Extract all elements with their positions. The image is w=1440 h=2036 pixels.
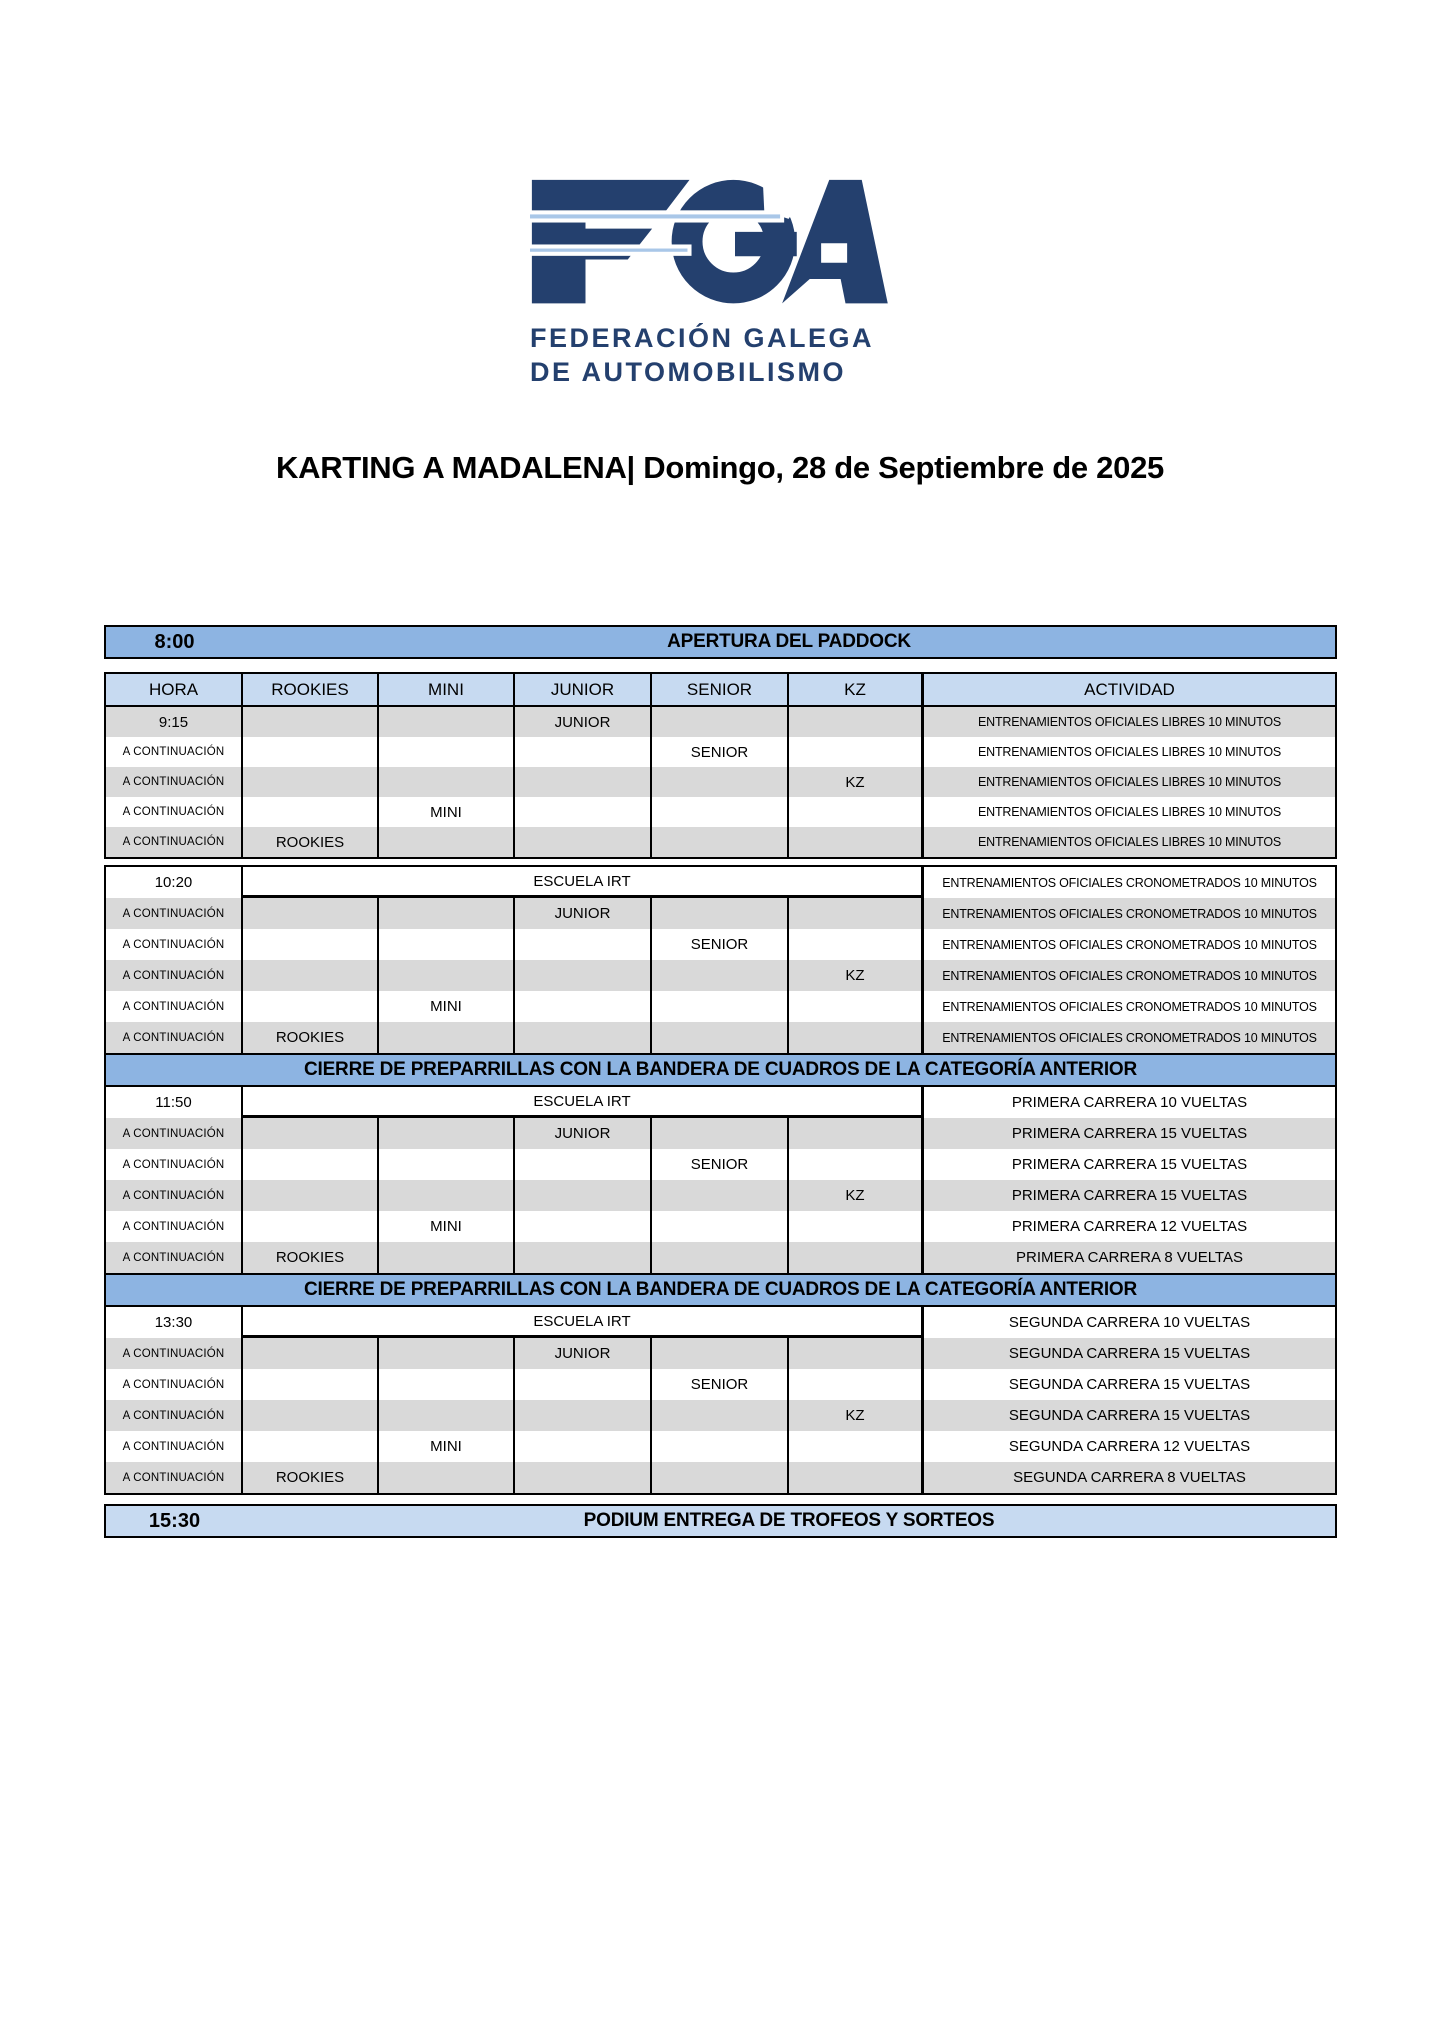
- cell-rookies: [243, 1118, 379, 1149]
- cell-junior: [515, 991, 652, 1022]
- schedule-row: [106, 991, 1335, 1022]
- schedule-row-merged: [106, 1307, 1335, 1338]
- cell-hora: 11:50: [106, 1087, 243, 1118]
- header-cell-rookies: ROOKIES: [243, 674, 379, 705]
- cell-mini: [379, 1242, 515, 1273]
- cell-actividad: ENTRENAMIENTOS OFICIALES CRONOMETRADOS 10 MINUTOS: [942, 937, 1317, 952]
- cell-actividad: PRIMERA CARRERA 10 VUELTAS: [1011, 1094, 1248, 1111]
- schedule-row: [106, 929, 1335, 960]
- cell-hora: A CONTINUACIÓN: [106, 1022, 243, 1053]
- cell-mini: [379, 1180, 515, 1211]
- cell-mini: [379, 1369, 515, 1400]
- cell-senior: [652, 767, 789, 797]
- cell-hora: A CONTINUACIÓN: [106, 737, 243, 767]
- banner-podium: [104, 1504, 1337, 1538]
- schedule-row: [106, 1149, 1335, 1180]
- cell-junior: [515, 1180, 652, 1211]
- banner-cierre-2: [104, 1273, 1337, 1307]
- cell-mini: [379, 1462, 515, 1493]
- cell-senior: [652, 797, 789, 827]
- cell-actividad: ENTRENAMIENTOS OFICIALES LIBRES 10 MINUTOS: [977, 745, 1281, 759]
- cell-kz: [789, 1242, 924, 1273]
- cell-hora: 13:30: [106, 1307, 243, 1338]
- cell-kz: [789, 991, 924, 1022]
- cell-escuela-irt: ESCUELA IRT: [243, 867, 924, 898]
- schedule-table-section-1: [104, 672, 1337, 859]
- cell-hora: A CONTINUACIÓN: [106, 960, 243, 991]
- banner-paddock: [104, 625, 1337, 659]
- schedule-row: [106, 898, 1335, 929]
- schedule-row: [106, 1431, 1335, 1462]
- cell-kz: [789, 1462, 924, 1493]
- cell-junior: [515, 1400, 652, 1431]
- cell-rookies: [243, 1211, 379, 1242]
- header-cell-kz: KZ: [789, 674, 924, 705]
- cell-senior: [652, 1338, 789, 1369]
- cell-kz: [789, 1211, 924, 1242]
- cell-mini: MINI: [379, 1211, 515, 1242]
- schedule-row: [106, 1400, 1335, 1431]
- schedule-row-merged: [106, 1087, 1335, 1118]
- cell-actividad: ENTRENAMIENTOS OFICIALES CRONOMETRADOS 10 MINUTOS: [942, 1030, 1317, 1045]
- cell-mini: MINI: [379, 991, 515, 1022]
- header-cell-senior: SENIOR: [652, 674, 789, 705]
- cell-rookies: [243, 1149, 379, 1180]
- cell-junior: JUNIOR: [515, 1118, 652, 1149]
- cell-actividad: ENTRENAMIENTOS OFICIALES CRONOMETRADOS 10 MINUTOS: [942, 968, 1317, 983]
- cell-rookies: [243, 737, 379, 767]
- cell-hora: A CONTINUACIÓN: [106, 767, 243, 797]
- header-cell-actividad: ACTIVIDAD: [1084, 679, 1175, 699]
- cell-actividad: PRIMERA CARRERA 15 VUELTAS: [1011, 1187, 1248, 1204]
- cell-rookies: ROOKIES: [243, 1022, 379, 1053]
- cell-rookies: ROOKIES: [243, 1242, 379, 1273]
- cell-senior: [652, 1211, 789, 1242]
- cell-actividad: SEGUNDA CARRERA 15 VUELTAS: [1008, 1407, 1251, 1424]
- cell-actividad: SEGUNDA CARRERA 12 VUELTAS: [1008, 1438, 1251, 1455]
- cell-rookies: ROOKIES: [243, 827, 379, 857]
- cell-kz: KZ: [789, 960, 924, 991]
- cell-junior: [515, 1242, 652, 1273]
- schedule-table-section-4: [104, 1305, 1337, 1495]
- schedule-row: [106, 767, 1335, 797]
- cell-hora: 10:20: [106, 867, 243, 898]
- cell-hora: A CONTINUACIÓN: [106, 1211, 243, 1242]
- cell-rookies: [243, 1180, 379, 1211]
- cell-actividad: ENTRENAMIENTOS OFICIALES CRONOMETRADOS 10 MINUTOS: [942, 875, 1317, 890]
- schedule-row: [106, 1338, 1335, 1369]
- cell-kz: [789, 1431, 924, 1462]
- cell-kz: [789, 898, 924, 929]
- cell-hora: A CONTINUACIÓN: [106, 797, 243, 827]
- cell-actividad: ENTRENAMIENTOS OFICIALES LIBRES 10 MINUTOS: [977, 775, 1281, 789]
- cell-hora: 9:15: [106, 707, 243, 737]
- cell-mini: [379, 707, 515, 737]
- header-cell-junior: JUNIOR: [515, 674, 652, 705]
- cell-hora: A CONTINUACIÓN: [106, 1118, 243, 1149]
- cell-escuela-irt: ESCUELA IRT: [243, 1087, 924, 1118]
- cell-hora: A CONTINUACIÓN: [106, 1149, 243, 1180]
- cell-actividad: ENTRENAMIENTOS OFICIALES LIBRES 10 MINUTOS: [977, 835, 1281, 849]
- cell-mini: [379, 737, 515, 767]
- banner-paddock-label: APERTURA DEL PADDOCK: [667, 631, 911, 652]
- cell-senior: [652, 991, 789, 1022]
- schedule-table-section-3: [104, 1085, 1337, 1275]
- cell-actividad: PRIMERA CARRERA 15 VUELTAS: [1011, 1125, 1248, 1142]
- header-row: [106, 674, 1335, 707]
- cell-hora: A CONTINUACIÓN: [106, 1431, 243, 1462]
- cell-hora: A CONTINUACIÓN: [106, 929, 243, 960]
- cell-senior: [652, 1242, 789, 1273]
- cell-junior: [515, 960, 652, 991]
- cell-junior: [515, 1431, 652, 1462]
- banner-cierre-label: CIERRE DE PREPARRILLAS CON LA BANDERA DE CUADROS DE LA CATEGORÍA ANTERIOR: [303, 1279, 1138, 1300]
- cell-senior: [652, 1400, 789, 1431]
- cell-kz: [789, 827, 924, 857]
- cell-kz: [789, 1022, 924, 1053]
- cell-actividad: SEGUNDA CARRERA 10 VUELTAS: [1008, 1314, 1251, 1331]
- schedule-row: [106, 797, 1335, 827]
- cell-senior: [652, 1180, 789, 1211]
- cell-mini: [379, 1118, 515, 1149]
- cell-rookies: [243, 929, 379, 960]
- cell-hora: A CONTINUACIÓN: [106, 827, 243, 857]
- cell-actividad: PRIMERA CARRERA 15 VUELTAS: [1011, 1156, 1248, 1173]
- cell-senior: [652, 707, 789, 737]
- event-title: KARTING A MADALENA| Domingo, 28 de Septiembre de 2025: [276, 450, 1164, 485]
- cell-kz: KZ: [789, 1180, 924, 1211]
- cell-mini: [379, 898, 515, 929]
- cell-mini: [379, 1400, 515, 1431]
- cell-rookies: [243, 1431, 379, 1462]
- cell-senior: [652, 1118, 789, 1149]
- schedule-row: [106, 1211, 1335, 1242]
- cell-mini: [379, 1149, 515, 1180]
- cell-mini: [379, 960, 515, 991]
- cell-junior: [515, 1149, 652, 1180]
- schedule-row: [106, 1180, 1335, 1211]
- cell-rookies: [243, 1369, 379, 1400]
- banner-podium-label: PODIUM ENTREGA DE TROFEOS Y SORTEOS: [583, 1510, 995, 1531]
- cell-mini: [379, 929, 515, 960]
- fga-logo: [530, 175, 910, 389]
- cell-senior: [652, 898, 789, 929]
- federation-name-line2: DE AUTOMOBILISMO: [530, 357, 846, 387]
- cell-junior: [515, 1462, 652, 1493]
- schedule-row: [106, 827, 1335, 857]
- cell-actividad: ENTRENAMIENTOS OFICIALES CRONOMETRADOS 10 MINUTOS: [942, 906, 1317, 921]
- cell-hora: A CONTINUACIÓN: [106, 1400, 243, 1431]
- cell-rookies: [243, 898, 379, 929]
- cell-junior: JUNIOR: [515, 707, 652, 737]
- cell-actividad: PRIMERA CARRERA 12 VUELTAS: [1011, 1218, 1248, 1235]
- cell-junior: [515, 767, 652, 797]
- banner-cierre-label: CIERRE DE PREPARRILLAS CON LA BANDERA DE CUADROS DE LA CATEGORÍA ANTERIOR: [303, 1059, 1138, 1080]
- cell-junior: [515, 1022, 652, 1053]
- cell-mini: [379, 827, 515, 857]
- banner-podium-time: 15:30: [148, 1509, 201, 1532]
- cell-junior: [515, 1211, 652, 1242]
- cell-kz: [789, 1338, 924, 1369]
- cell-hora: A CONTINUACIÓN: [106, 1242, 243, 1273]
- schedule-row: [106, 1242, 1335, 1273]
- cell-actividad: ENTRENAMIENTOS OFICIALES LIBRES 10 MINUTOS: [977, 715, 1281, 729]
- schedule-row: [106, 1118, 1335, 1149]
- schedule-table-section-2: [104, 865, 1337, 1055]
- fga-logo-mark: [530, 175, 888, 305]
- cell-rookies: [243, 1338, 379, 1369]
- cell-kz: [789, 797, 924, 827]
- federation-name-line1: FEDERACIÓN GALEGA: [530, 323, 875, 353]
- cell-actividad: ENTRENAMIENTOS OFICIALES LIBRES 10 MINUTOS: [977, 805, 1281, 819]
- cell-rookies: [243, 797, 379, 827]
- cell-kz: [789, 929, 924, 960]
- schedule-row: [106, 1462, 1335, 1493]
- cell-junior: [515, 797, 652, 827]
- header-cell-hora: HORA: [106, 674, 243, 705]
- schedule-sheet: [104, 625, 1337, 1538]
- schedule-row: [106, 737, 1335, 767]
- cell-mini: MINI: [379, 1431, 515, 1462]
- cell-senior: [652, 1462, 789, 1493]
- cell-junior: JUNIOR: [515, 898, 652, 929]
- banner-paddock-time: 8:00: [154, 630, 195, 653]
- cell-senior: [652, 960, 789, 991]
- cell-mini: [379, 1338, 515, 1369]
- cell-hora: A CONTINUACIÓN: [106, 1180, 243, 1211]
- cell-senior: SENIOR: [652, 929, 789, 960]
- cell-rookies: ROOKIES: [243, 1462, 379, 1493]
- cell-rookies: [243, 767, 379, 797]
- cell-senior: [652, 827, 789, 857]
- header-cell-mini: MINI: [379, 674, 515, 705]
- schedule-row-merged: [106, 867, 1335, 898]
- cell-mini: MINI: [379, 797, 515, 827]
- cell-junior: [515, 827, 652, 857]
- cell-kz: [789, 1118, 924, 1149]
- cell-actividad: PRIMERA CARRERA 8 VUELTAS: [1015, 1249, 1243, 1266]
- cell-actividad: SEGUNDA CARRERA 8 VUELTAS: [1013, 1469, 1246, 1486]
- cell-junior: [515, 737, 652, 767]
- schedule-row: [106, 1022, 1335, 1053]
- cell-kz: KZ: [789, 767, 924, 797]
- cell-rookies: [243, 707, 379, 737]
- cell-junior: JUNIOR: [515, 1338, 652, 1369]
- cell-hora: A CONTINUACIÓN: [106, 898, 243, 929]
- schedule-row: [106, 1369, 1335, 1400]
- cell-senior: [652, 1022, 789, 1053]
- cell-kz: [789, 1149, 924, 1180]
- cell-escuela-irt: ESCUELA IRT: [243, 1307, 924, 1338]
- cell-senior: SENIOR: [652, 1369, 789, 1400]
- cell-rookies: [243, 991, 379, 1022]
- cell-junior: [515, 929, 652, 960]
- cell-mini: [379, 767, 515, 797]
- cell-senior: SENIOR: [652, 1149, 789, 1180]
- cell-hora: A CONTINUACIÓN: [106, 1462, 243, 1493]
- cell-hora: A CONTINUACIÓN: [106, 1338, 243, 1369]
- cell-kz: [789, 1369, 924, 1400]
- cell-hora: A CONTINUACIÓN: [106, 1369, 243, 1400]
- schedule-row: [106, 960, 1335, 991]
- cell-actividad: ENTRENAMIENTOS OFICIALES CRONOMETRADOS 10 MINUTOS: [942, 999, 1317, 1014]
- cell-kz: [789, 707, 924, 737]
- cell-mini: [379, 1022, 515, 1053]
- cell-hora: A CONTINUACIÓN: [106, 991, 243, 1022]
- cell-kz: [789, 737, 924, 767]
- cell-junior: [515, 1369, 652, 1400]
- cell-kz: KZ: [789, 1400, 924, 1431]
- cell-rookies: [243, 1400, 379, 1431]
- cell-senior: SENIOR: [652, 737, 789, 767]
- cell-rookies: [243, 960, 379, 991]
- banner-cierre-1: [104, 1053, 1337, 1087]
- cell-actividad: SEGUNDA CARRERA 15 VUELTAS: [1008, 1376, 1251, 1393]
- cell-actividad: SEGUNDA CARRERA 15 VUELTAS: [1008, 1345, 1251, 1362]
- schedule-row: [106, 707, 1335, 737]
- cell-senior: [652, 1431, 789, 1462]
